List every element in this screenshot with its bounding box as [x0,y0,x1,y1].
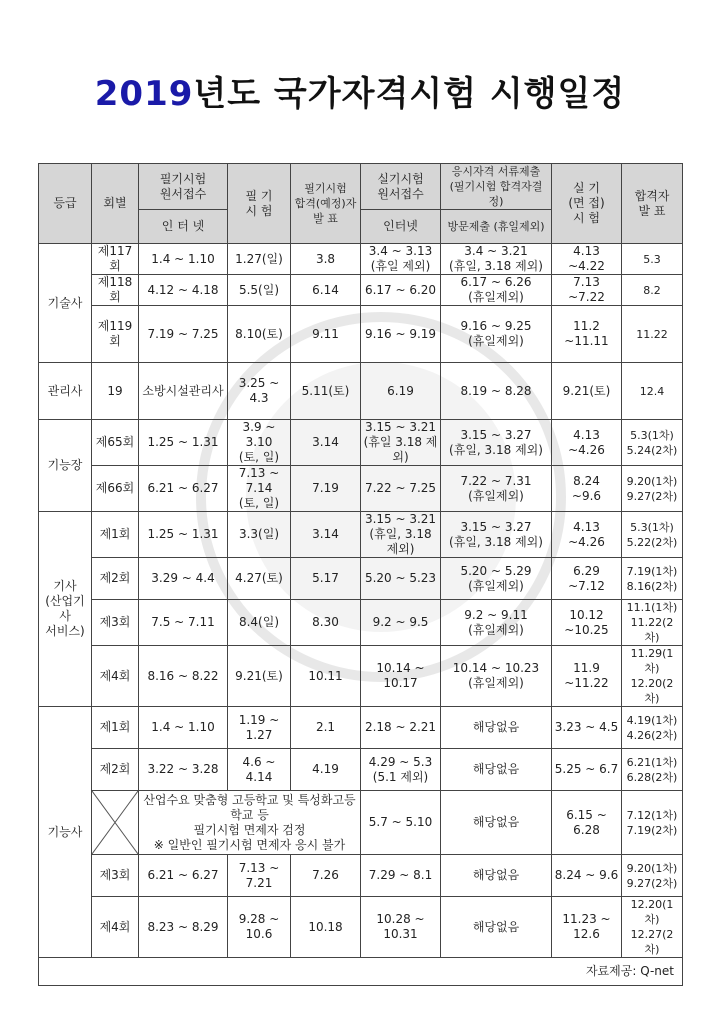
cell-practical-apply: 9.2 ~ 9.5 [361,600,441,646]
cell-doc-submit: 3.15 ~ 3.27 (휴일, 3.18 제외) [441,420,552,466]
cell-practical-exam: 9.21(토) [552,363,622,420]
header-final-pass: 합격자 발 표 [622,164,683,244]
grade-cell: 기사 (산업기사 서비스) [39,512,92,707]
table-row [39,420,683,466]
cell-written-apply: 1.25 ~ 1.31 [139,512,228,558]
cell-doc-submit: 해당없음 [441,707,552,749]
cell-round: 제3회 [92,600,139,646]
table-row [39,646,683,707]
cell-round: 제119회 [92,306,139,363]
cell-written-apply: 6.21 ~ 6.27 [139,466,228,512]
cell-doc-submit: 8.19 ~ 8.28 [441,363,552,420]
cell-written-pass: 3.14 [291,512,361,558]
cell-practical-exam: 11.2 ~11.11 [552,306,622,363]
cell-practical-exam: 8.24 ~ 9.6 [552,855,622,897]
cell-practical-exam: 10.12 ~10.25 [552,600,622,646]
header-doc-submit-sub: 방문제출 (휴일제외) [441,210,552,244]
cell-final-pass: 11.29(1차) 12.20(2차) [622,646,683,707]
grade-cell: 기능장 [39,420,92,512]
cell-written-exam: 5.5(일) [228,275,291,306]
table-row [39,512,683,558]
cell-written-apply: 4.12 ~ 4.18 [139,275,228,306]
header-grade: 등급 [39,164,92,244]
cell-written-pass: 3.14 [291,420,361,466]
source-note: 자료제공: Q-net [39,958,683,986]
cell-written-exam: 1.19 ~ 1.27 [228,707,291,749]
cell-doc-submit: 6.17 ~ 6.26 (휴일제외) [441,275,552,306]
cell-round: 제4회 [92,897,139,958]
cell-written-pass: 6.14 [291,275,361,306]
cell-final-pass: 4.19(1차) 4.26(2차) [622,707,683,749]
cell-practical-exam: 6.15 ~ 6.28 [552,791,622,855]
cell-doc-submit: 3.15 ~ 3.27 (휴일, 3.18 제외) [441,512,552,558]
header-practical-apply: 실기시험 원서접수 [361,164,441,210]
cell-final-pass: 11.22 [622,306,683,363]
cell-final-pass: 5.3(1차) 5.22(2차) [622,512,683,558]
schedule-table [38,163,683,986]
table-row [39,707,683,749]
cell-written-pass: 10.18 [291,897,361,958]
header-written-exam: 필 기 시 험 [228,164,291,244]
cell-practical-apply: 6.17 ~ 6.20 [361,275,441,306]
table-row [39,558,683,600]
table-row [39,791,683,855]
exemption-note: 산업수요 맞춤형 고등학교 및 특성화고등학교 등 필기시험 면제자 검정 ※ 일반인 필기시험 면제자 응시 불가 [139,791,361,855]
table-row [39,749,683,791]
cell-practical-apply: 3.15 ~ 3.21 (휴일, 3.18 제외) [361,512,441,558]
cell-written-apply: 1.25 ~ 1.31 [139,420,228,466]
header-practical-exam: 실 기 (면 접) 시 험 [552,164,622,244]
cell-written-apply: 1.4 ~ 1.10 [139,707,228,749]
table-row [39,363,683,420]
cell-practical-exam: 3.23 ~ 4.5 [552,707,622,749]
grade-cell: 기술사 [39,244,92,363]
cell-doc-submit: 7.22 ~ 7.31 (휴일제외) [441,466,552,512]
cell-written-exam: 9.21(토) [228,646,291,707]
table-row [39,897,683,958]
cell-practical-exam: 6.29 ~7.12 [552,558,622,600]
cell-written-apply: 1.4 ~ 1.10 [139,244,228,275]
header-round: 회별 [92,164,139,244]
cell-round: 제1회 [92,512,139,558]
cell-written-exam: 7.13 ~ 7.14 (토, 일) [228,466,291,512]
cell-written-pass: 3.8 [291,244,361,275]
table-row [39,275,683,306]
header-written-apply-sub: 인 터 넷 [139,210,228,244]
table-row [39,244,683,275]
cell-round: 제2회 [92,558,139,600]
cell-written-apply: 8.23 ~ 8.29 [139,897,228,958]
header-written-pass: 필기시험 합격(예정)자 발 표 [291,164,361,244]
cell-round: 제1회 [92,707,139,749]
cell-practical-apply: 7.22 ~ 7.25 [361,466,441,512]
cell-final-pass: 8.2 [622,275,683,306]
header-doc-submit: 응시자격 서류제출 (필기시험 합격자결정) [441,164,552,210]
table-row [39,600,683,646]
cell-final-pass: 12.20(1차) 12.27(2차) [622,897,683,958]
cell-final-pass: 6.21(1차) 6.28(2차) [622,749,683,791]
cell-practical-exam: 4.13 ~4.22 [552,244,622,275]
cell-written-exam: 1.27(일) [228,244,291,275]
cell-doc-submit: 9.2 ~ 9.11 (휴일제외) [441,600,552,646]
table-row [39,306,683,363]
cell-written-apply: 7.19 ~ 7.25 [139,306,228,363]
cell-written-pass: 7.26 [291,855,361,897]
cell-written-exam: 9.28 ~ 10.6 [228,897,291,958]
cell-round: 제3회 [92,855,139,897]
cell-written-apply: 7.5 ~ 7.11 [139,600,228,646]
cell-practical-apply: 3.15 ~ 3.21 (휴일 3.18 제외) [361,420,441,466]
cell-doc-submit: 해당없음 [441,897,552,958]
cell-practical-exam: 4.13 ~4.26 [552,420,622,466]
cell-round: 19 [92,363,139,420]
cell-doc-submit: 해당없음 [441,855,552,897]
cell-practical-apply: 9.16 ~ 9.19 [361,306,441,363]
grade-cell: 기능사 [39,707,92,958]
cell-doc-submit: 5.20 ~ 5.29 (휴일제외) [441,558,552,600]
cell-practical-apply: 4.29 ~ 5.3 (5.1 제외) [361,749,441,791]
cell-doc-submit: 해당없음 [441,749,552,791]
cell-written-exam: 3.3(일) [228,512,291,558]
cell-written-pass: 10.11 [291,646,361,707]
cell-final-pass: 7.19(1차) 8.16(2차) [622,558,683,600]
cell-final-pass: 9.20(1차) 9.27(2차) [622,466,683,512]
cell-practical-apply: 2.18 ~ 2.21 [361,707,441,749]
cell-written-exam: 4.27(토) [228,558,291,600]
cell-round: 제65회 [92,420,139,466]
header-practical-apply-sub: 인터넷 [361,210,441,244]
cell-practical-apply: 3.4 ~ 3.13 (휴일 제외) [361,244,441,275]
cell-written-pass: 5.17 [291,558,361,600]
cell-final-pass: 7.12(1차) 7.19(2차) [622,791,683,855]
cell-written-exam: 3.25 ~ 4.3 [228,363,291,420]
header-written-apply: 필기시험 원서접수 [139,164,228,210]
cell-practical-exam: 4.13 ~4.26 [552,512,622,558]
cell-doc-submit: 10.14 ~ 10.23 (휴일제외) [441,646,552,707]
cell-written-exam: 3.9 ~ 3.10 (토, 일) [228,420,291,466]
cell-doc-submit: 3.4 ~ 3.21 (휴일, 3.18 제외) [441,244,552,275]
cell-round: 제118회 [92,275,139,306]
cell-practical-exam: 8.24 ~9.6 [552,466,622,512]
cell-practical-apply: 5.7 ~ 5.10 [361,791,441,855]
cell-practical-apply: 6.19 [361,363,441,420]
cell-final-pass: 5.3(1차) 5.24(2차) [622,420,683,466]
cell-written-pass: 8.30 [291,600,361,646]
cell-round: 제66회 [92,466,139,512]
cell-practical-apply: 5.20 ~ 5.23 [361,558,441,600]
cell-written-exam: 7.13 ~ 7.21 [228,855,291,897]
cell-final-pass: 11.1(1차) 11.22(2차) [622,600,683,646]
cell-practical-apply: 10.28 ~ 10.31 [361,897,441,958]
cell-practical-exam: 11.9 ~11.22 [552,646,622,707]
cell-final-pass: 5.3 [622,244,683,275]
cell-written-exam: 8.10(토) [228,306,291,363]
cell-practical-apply: 10.14 ~ 10.17 [361,646,441,707]
cell-practical-exam: 11.23 ~ 12.6 [552,897,622,958]
cell-round: 제4회 [92,646,139,707]
cell-written-exam: 4.6 ~ 4.14 [228,749,291,791]
cell-written-apply: 3.29 ~ 4.4 [139,558,228,600]
schedule-body [39,244,683,958]
page-title: 2019년도 국가자격시험 시행일정 [94,74,626,114]
cell-written-apply: 3.22 ~ 3.28 [139,749,228,791]
cell-practical-exam: 7.13 ~7.22 [552,275,622,306]
cell-doc-submit: 9.16 ~ 9.25 (휴일제외) [441,306,552,363]
table-row [39,466,683,512]
cell-round: 제2회 [92,749,139,791]
cell-written-apply: 8.16 ~ 8.22 [139,646,228,707]
cell-practical-apply: 7.29 ~ 8.1 [361,855,441,897]
cell-written-pass: 7.19 [291,466,361,512]
cell-doc-submit: 해당없음 [441,791,552,855]
grade-cell: 관리사 [39,363,92,420]
cell-round: 제117회 [92,244,139,275]
cell-written-pass: 2.1 [291,707,361,749]
crossed-out-cell [92,791,139,855]
cell-written-pass: 4.19 [291,749,361,791]
cell-written-pass: 5.11(토) [291,363,361,420]
cell-written-exam: 8.4(일) [228,600,291,646]
cell-practical-exam: 5.25 ~ 6.7 [552,749,622,791]
cell-final-pass: 12.4 [622,363,683,420]
table-row [39,855,683,897]
cell-written-apply: 6.21 ~ 6.27 [139,855,228,897]
cell-written-pass: 9.11 [291,306,361,363]
cell-written-apply: 소방시설관리사 [139,363,228,420]
cell-final-pass: 9.20(1차) 9.27(2차) [622,855,683,897]
